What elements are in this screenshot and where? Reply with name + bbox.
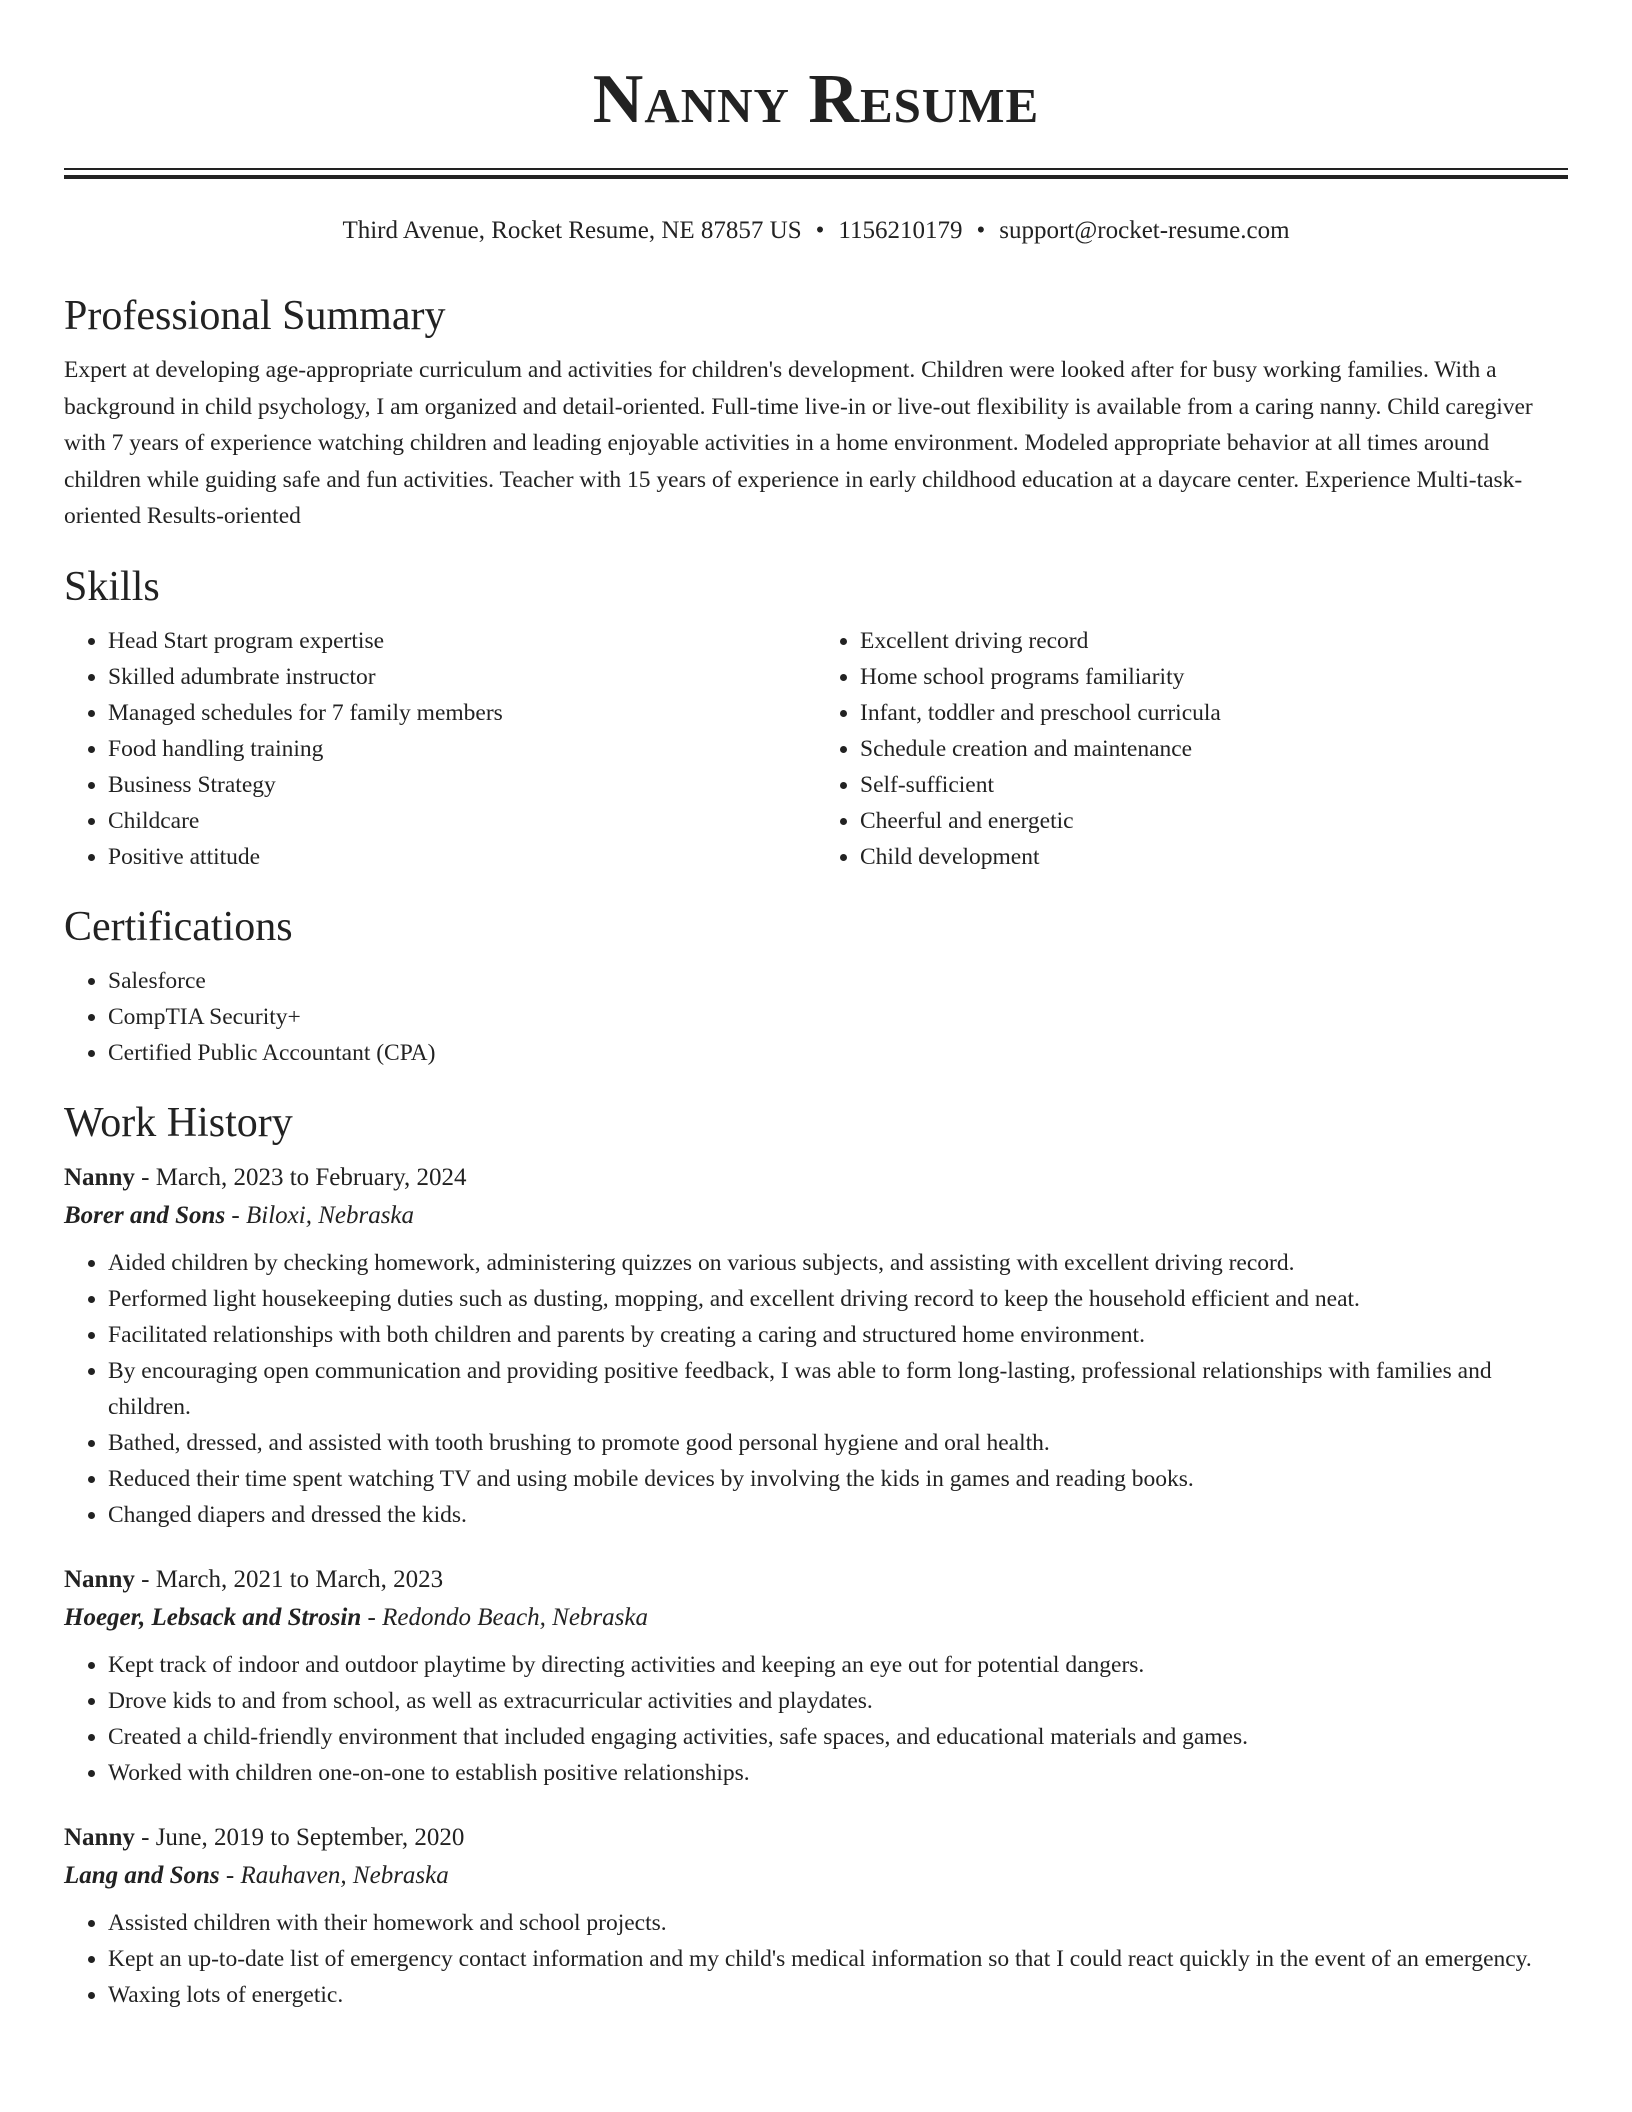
job-role: Nanny bbox=[64, 1823, 135, 1851]
list-item: • Positive attitude bbox=[108, 839, 816, 875]
job-bullet: • Aided children by checking homework, administering quizzes on various subjects, and assisting with excellent driving record. bbox=[108, 1245, 1568, 1281]
skills-heading: Skills bbox=[64, 563, 160, 610]
job-bullet: • Assisted children with their homework and school projects. bbox=[108, 1905, 1568, 1941]
job-bullet: • Reduced their time spent watching TV and using mobile devices by involving the kids in games and reading books. bbox=[108, 1461, 1568, 1497]
summary-section bbox=[64, 290, 1568, 535]
job-company-line bbox=[64, 1857, 1568, 1895]
list-item: • Childcare bbox=[108, 803, 816, 839]
job-bullet: • Bathed, dressed, and assisted with tooth brushing to promote good personal hygiene and oral health. bbox=[108, 1425, 1568, 1461]
list-item: • Managed schedules for 7 family members bbox=[108, 695, 816, 731]
title-rule-thin bbox=[64, 168, 1568, 170]
job-bullets bbox=[64, 1647, 1568, 1791]
contact-phone: 1156210179 bbox=[838, 217, 963, 244]
job-location: Biloxi, Nebraska bbox=[246, 1201, 415, 1229]
summary-text: Expert at developing age-appropriate curriculum and activities for children's development. Children were looked after for busy working families. With a background in child psychology, I am organized and detail-oriented. Full-time live-in or live-out flexibility is available from a caring nanny. Child caregiver with 7 years of experience watching children and leading enjoyable activities in a home environment. Modeled appropriate behavior at all times around children while guiding safe and fun activities. Teacher with 15 years of experience in early childhood education at a daycare center. Experience Multi-task-oriented Results-oriented bbox=[64, 357, 1533, 529]
job-location: Redondo Beach, Nebraska bbox=[382, 1603, 648, 1631]
list-item: • Child development bbox=[860, 839, 1568, 875]
list-item: • CompTIA Security+ bbox=[108, 999, 1568, 1035]
job-company: Borer and Sons bbox=[64, 1201, 226, 1229]
job-dash: - bbox=[225, 1201, 246, 1229]
contact-address: Third Avenue, Rocket Resume, NE 87857 US bbox=[342, 217, 802, 244]
certifications-heading: Certifications bbox=[64, 903, 293, 950]
job-title-line bbox=[64, 1819, 1568, 1857]
list-item: • Excellent driving record bbox=[860, 623, 1568, 659]
list-item: • Food handling training bbox=[108, 731, 816, 767]
job-dash: - bbox=[361, 1603, 383, 1631]
job-bullet: • Waxing lots of energetic. bbox=[108, 1977, 1568, 2013]
job-bullets bbox=[64, 1905, 1568, 2013]
job-company: Hoeger, Lebsack and Strosin bbox=[64, 1603, 362, 1631]
job-bullets bbox=[64, 1245, 1568, 1533]
list-item: • Business Strategy bbox=[108, 767, 816, 803]
job-entry bbox=[64, 1561, 1568, 1791]
list-item: • Skilled adumbrate instructor bbox=[108, 659, 816, 695]
contact-line bbox=[0, 214, 1632, 248]
list-item: • Salesforce bbox=[108, 963, 1568, 999]
job-location: Rauhaven, Nebraska bbox=[240, 1861, 449, 1889]
job-dates: June, 2019 to September, 2020 bbox=[155, 1823, 465, 1851]
job-dash: - bbox=[134, 1823, 156, 1851]
summary-heading: Professional Summary bbox=[64, 293, 446, 339]
job-dates: March, 2023 to February, 2024 bbox=[155, 1163, 467, 1191]
job-dash: - bbox=[134, 1163, 156, 1191]
job-bullet: • By encouraging open communication and providing positive feedback, I was able to form long-lasting, professional relationships with families and children. bbox=[108, 1353, 1568, 1425]
work-history-heading: Work History bbox=[64, 1099, 293, 1146]
job-company-line bbox=[64, 1599, 1568, 1637]
job-role: Nanny bbox=[64, 1565, 135, 1593]
job-bullet: • Kept an up-to-date list of emergency contact information and my child's medical information so that I could react quickly in the event of an emergency. bbox=[108, 1941, 1568, 1977]
job-dates: March, 2021 to March, 2023 bbox=[155, 1565, 444, 1593]
job-title-line bbox=[64, 1159, 1568, 1197]
resume-content bbox=[64, 290, 1568, 2041]
list-item: • Self-sufficient bbox=[860, 767, 1568, 803]
list-item: • Certified Public Accountant (CPA) bbox=[108, 1035, 1568, 1071]
list-item: • Head Start program expertise bbox=[108, 623, 816, 659]
job-bullet: • Performed light housekeeping duties such as dusting, mopping, and excellent driving record to keep the household efficient and neat. bbox=[108, 1281, 1568, 1317]
contact-separator: • bbox=[815, 217, 825, 244]
skills-section bbox=[64, 561, 1568, 875]
job-entry bbox=[64, 1819, 1568, 2013]
job-bullet: • Worked with children one-on-one to establish positive relationships. bbox=[108, 1755, 1568, 1791]
contact-separator: • bbox=[976, 217, 986, 244]
job-bullet: • Changed diapers and dressed the kids. bbox=[108, 1497, 1568, 1533]
job-company-line bbox=[64, 1197, 1568, 1235]
page-title: Nanny Resume bbox=[592, 61, 1040, 138]
job-entry bbox=[64, 1159, 1568, 1533]
list-item: • Infant, toddler and preschool curricula bbox=[860, 695, 1568, 731]
list-item: • Cheerful and energetic bbox=[860, 803, 1568, 839]
contact-email: support@rocket-resume.com bbox=[999, 217, 1290, 244]
list-item: • Schedule creation and maintenance bbox=[860, 731, 1568, 767]
job-dash: - bbox=[134, 1565, 156, 1593]
skills-list-left bbox=[64, 623, 816, 875]
work-history-section bbox=[64, 1097, 1568, 2013]
job-list bbox=[64, 1159, 1568, 2013]
job-bullet: • Created a child-friendly environment that included engaging activities, safe spaces, and educational materials and games. bbox=[108, 1719, 1568, 1755]
job-role: Nanny bbox=[64, 1163, 135, 1191]
job-bullet: • Facilitated relationships with both children and parents by creating a caring and structured home environment. bbox=[108, 1317, 1568, 1353]
job-bullet: • Drove kids to and from school, as well as extracurricular activities and playdates. bbox=[108, 1683, 1568, 1719]
skills-columns bbox=[64, 623, 1568, 875]
skills-list-right bbox=[816, 623, 1568, 875]
certifications-list bbox=[64, 963, 1568, 1071]
job-company: Lang and Sons bbox=[64, 1861, 220, 1889]
job-dash: - bbox=[219, 1861, 241, 1889]
list-item: • Home school programs familiarity bbox=[860, 659, 1568, 695]
job-title-line bbox=[64, 1561, 1568, 1599]
title-rule-thick bbox=[64, 175, 1568, 179]
certifications-section bbox=[64, 901, 1568, 1071]
job-bullet: • Kept track of indoor and outdoor playtime by directing activities and keeping an eye out for potential dangers. bbox=[108, 1647, 1568, 1683]
